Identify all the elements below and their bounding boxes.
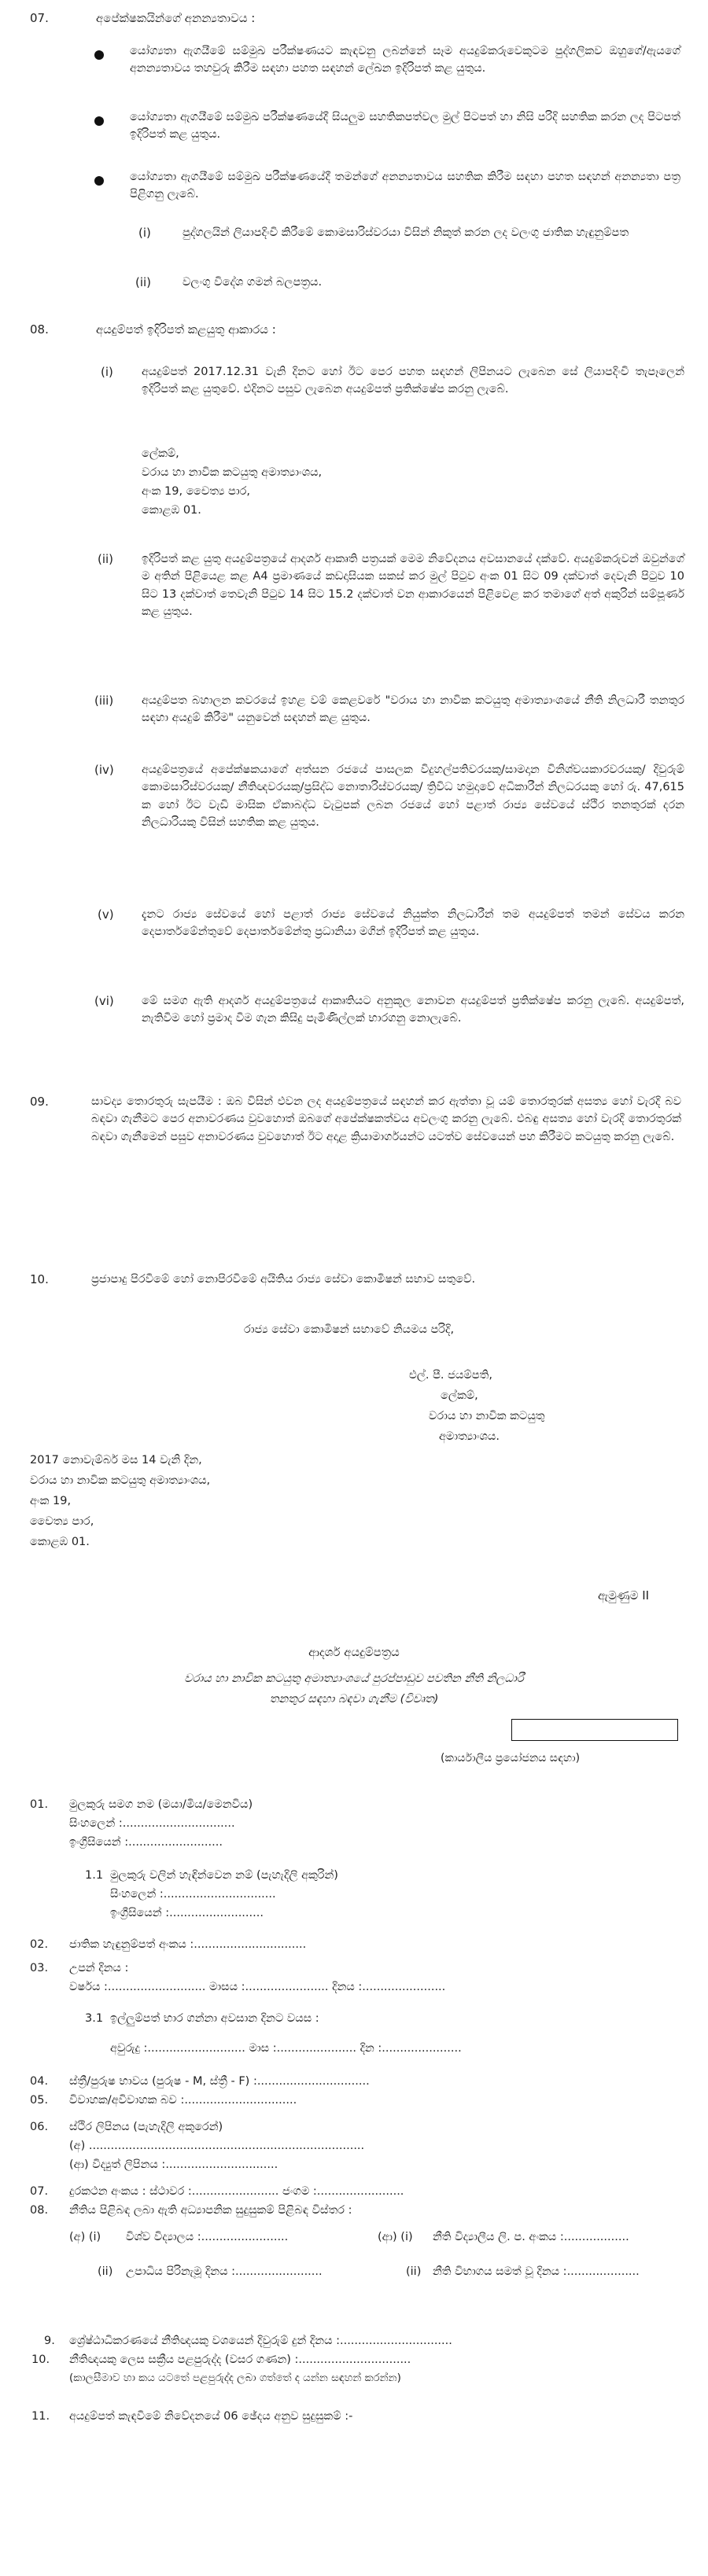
section-07-bullet-3: යෝග්‍යතා ඇගයීමේ සම්මුඛ පරීක්ෂණයේදී තමන්ගේ අනන්‍යතාවය සහතික කිරීම සඳහා පහත සඳහන් අනන්‍යතා පත්‍ර පිළිගනු ලැබේ. (130, 171, 680, 201)
field-06-label: ස්ථිර ලිපිනය (පැහැදිලි අකුරෙන්) (69, 2121, 223, 2133)
field-3-1-age[interactable]: අවුරුදු :........................... මාස :...................... දින :...................... (110, 2042, 462, 2055)
field-01-english[interactable]: ඉංග්‍රීසියෙන් :.......................... (69, 1836, 223, 1849)
section-08-item-i: අයදුම්පත් 2017.12.31 වැනි දිනට හෝ ඊට පෙර පහත සඳහන් ලිපිනයට ලැබෙන සේ ලියාපදිංචි තැපෑලෙන් ඉදිරිපත් කළ යුතුවේ. එදිනට පසුව ලැබෙන අයදුම්පත් ප්‍රතික්ෂේප කරනු ලැබේ. (142, 366, 684, 396)
section-08-item-vi-num: (vi) (94, 994, 114, 1008)
field-06-number: 06. (30, 2121, 49, 2133)
field-01-sinhala[interactable]: සිංහලෙන් :............................... (69, 1817, 235, 1830)
office-use-box[interactable] (511, 1719, 678, 1741)
section-09-number: 09. (30, 1095, 49, 1109)
section-08-number: 08. (30, 322, 49, 337)
field-09-oath-date[interactable]: ශ්‍රේෂ්ඨාධිකරණයේ නීතිඥයකු වශයෙන් දිවුරුම් දුන් දිනය :............................... (69, 2335, 452, 2347)
field-02-nic[interactable]: ජාතික හැඳුනුම්පත් අංකය :............................... (69, 1938, 307, 1951)
field-11-number: 11. (31, 2410, 50, 2423)
field-10-experience[interactable]: නීතිඥයකු ලෙස සක්‍රීය පළපුරුද්ද (වසර ගණන) :............................... (69, 2353, 411, 2366)
field-08-degree-date[interactable]: උපාධිය පිරිනැමූ දිනය :........................ (126, 2265, 323, 2278)
section-08-item-v: දැනට රාජ්‍ය සේවයේ හෝ පළාත් රාජ්‍ය සේවයේ නියුක්ත නිලධාරීන් තම අයදුම්පත් තමන් සේවය කරන දෙපාර්තමේන්තුවේ දෙපාර්තමේන්තු ප්‍රධානියා මගින් ඉදිරිපත් කළ යුතුය. (142, 908, 684, 939)
field-03-label: උපන් දිනය : (69, 1962, 129, 1974)
section-09-text: සාවද්‍ය තොරතුරු සැපයීම : ඔබ විසින් එවන ලද අයදුම්පත්‍රයේ සඳහන් කර ඇත්තා වූ යම් තොරතුරක් අසත්‍ය හෝ වැරදි බව බඳවා ගැනීමට පෙර අනාවරණය වුවහොත් ඔබගේ අපේක්ෂකත්වය අවලංගු කරනු ලැබේ. එබඳු අසත්‍ය හෝ වැරදි තොරතුරක් බඳවා ගැනීමෙන් පසුව අනාවරණය වුවහොත් ඊට අදාළ ක්‍රියාමාර්ගයන්ට යටත්ව සේවයෙන් පහ කිරීමට කටයුතු කරනු ලැබේ. (91, 1095, 681, 1143)
field-3-1-label: ඉල්ලුම්පත් භාර ගන්නා අවසාන දිනට වයස : (110, 2012, 319, 2025)
section-07-bullet-2: යෝග්‍යතා ඇගයීමේ සම්මුඛ පරීක්ෂණයේදී සියලුම සහතිකපත්වල මුල් පිටපත් හා නිසි පරිදි සහතික කරන ලද පිටපත් ඉදිරිපත් කළ යුතුය. (130, 111, 680, 142)
form-subtitle-2: තනතුර සඳහා බඳවා ගැනීම (විවෘත) (269, 1693, 439, 1706)
section-08-item-vi: මේ සමග ඇති ආදර්ශ අයදුම්පත්‍රයේ ආකෘතියට අනුකූල නොවන අයදුම්පත් ප්‍රතික්ෂේප කරනු ලැබේ. අයදුම්පත්, නැතිවීම හෝ ප්‍රමාද වීම ගැන කිසිදු පැමිණිල්ලක් භාරගනු නොලැබේ. (142, 995, 684, 1025)
section-07-number: 07. (30, 11, 49, 25)
field-04-gender[interactable]: ස්ත්‍රී/පුරුෂ භාවය (පුරුෂ - M, ස්ත්‍රී - F) :............................... (69, 2075, 370, 2088)
field-11-qualifications: අයදුම්පත් කැඳවීමේ නිවේදනයේ 06 ඡේදය අනුව සුදුසුකම් :- (69, 2410, 353, 2423)
field-05-civil-status[interactable]: විවාහක/අවිවාහක බව :............................... (69, 2094, 297, 2107)
field-04-number: 04. (30, 2075, 49, 2088)
field-1-1-label: මුලකුරු වලින් හැඳින්වෙන නම් (පැහැදිලි අකුරින්) (110, 1869, 338, 1882)
field-08-a-i-num: (අ) (i) (69, 2231, 101, 2243)
section-08-item-i-num: (i) (101, 365, 113, 379)
section-07-item-i-num: (i) (138, 226, 151, 240)
field-08-a-ii-num: (ii) (98, 2265, 113, 2278)
field-03-dob[interactable]: වර්ෂය :........................... මාසය :....................... දිනය :....................... (69, 1981, 446, 1993)
field-08-law-exam-date[interactable]: නීති විභාගය සමත් වූ දිනය :.................... (433, 2265, 640, 2278)
field-08-university[interactable]: විශ්ව විද්‍යාලය :........................ (126, 2231, 289, 2243)
field-08-number: 08. (30, 2204, 49, 2217)
field-07-phone[interactable]: දුරකථන අංකය : ස්ථාවර :........................ ජංගම :........................ (69, 2185, 404, 2198)
section-10-text: ප්‍රජාපාදු පිරවීමේ හෝ නොපිරවීමේ අයිතිය රාජ්‍ය සේවා කොමිෂන් සභාව සතුවේ. (91, 1273, 476, 1286)
section-10-number: 10. (30, 1272, 49, 1286)
field-06-email[interactable]: (ආ) විද්‍යුත් ලිපිනය :............................... (69, 2158, 278, 2171)
signer-title-1: ලේකම්, (441, 1389, 478, 1402)
section-08-item-iv: අයදුම්පත්‍රයේ අපේක්ෂකයාගේ අත්සන රජයේ පාසලක විදුහල්පතිවරයකු/සාමදාන විනිශ්චයකාරවරයකු/ දිවුරුම් කොමසාරිස්වරයකු/ නීතිඥවරයකු/ප්‍රසිද්ධ නොතාරිස්වරයකු/ ත්‍රිවිධ හමුදාවේ අධිකාරීන් නිලධරයකු හෝ රු. 47,615 ක හෝ ඊට වැඩි මාසික ඒකාබද්ධ වැටුපක් ලබන රජයේ හෝ පළාත් රාජ්‍ය සේවයේ ස්ථිර තනතුරක් දරන නිලධාරියකු විසින් සහතික කළ යුතුය. (142, 764, 684, 830)
office-use-label: (කාර්යාලීය ප්‍රයෝජනය සඳහා) (441, 1752, 581, 1765)
form-subtitle-1: වරාය හා නාවික කටයුතු අමාත්‍යාංශයේ පුරප්පාඩුව පවතින නීති නිලධාරී (184, 1673, 524, 1685)
address-line-1: ලේකම්, (142, 447, 179, 460)
bullet-2 (94, 116, 104, 126)
section-08-item-iv-num: (iv) (94, 763, 114, 777)
field-3-1-number: 3.1 (85, 2012, 104, 2025)
section-08-item-ii: ඉදිරිපත් කළ යුතු අයදුම්පත්‍රයේ ආදර්ශ ආකෘති පත්‍රයක් මෙම නිවේදනය අවසානයේ දක්වේ. අයදුම්කරුවන් ඔවුන්ගේ ම අතින් පිළියෙළ කළ A4 ප්‍රමාණයේ කඩදාසියක සකස් කර මුල් පිටුව අංක 01 සිට 09 දක්වාත් දෙවැනි පිටුව 10 සිට 13 දක්වාත් තෙවැනි පිටුව 14 සිට 15.2 දක්වාත් වන ආකාරයෙන් පිළිවෙළ කර තමාගේ අත් අකුරින් සම්පූර්ණ කළ යුතුය. (142, 553, 684, 619)
bullet-3 (94, 176, 104, 186)
date-line-4: චෛත්‍ය පාර, (30, 1515, 94, 1528)
field-08-law-college-no[interactable]: නීති විද්‍යාලීය ලි. ප. අංකය :.................. (433, 2231, 629, 2243)
field-06-address[interactable]: (අ) ............................................................................ (69, 2140, 365, 2152)
section-07-item-i: පුද්ගලයින් ලියාපදිංචි කිරීමේ කොමසාරිස්වරයා විසින් නිකුත් කරන ලද වලංගු ජාතික හැඳුනුම්පත (183, 226, 629, 239)
field-01-number: 01. (30, 1798, 49, 1811)
field-1-1-number: 1.1 (85, 1869, 104, 1882)
field-08-label: නීතිය පිළිබඳ ලබා ඇති අධ්‍යාපනික සුදුසුකම් පිළිබඳ විස්තර : (69, 2204, 352, 2217)
section-08-item-ii-num: (ii) (98, 552, 114, 566)
section-07-item-ii: වලංගු විදේශ ගමන් බලපත්‍රය. (183, 276, 323, 289)
section-08-title: අයදුම්පත් ඉදිරිපත් කළයුතු ආකාරය : (96, 322, 276, 337)
field-10-number: 10. (31, 2353, 50, 2366)
field-07-number: 07. (30, 2185, 49, 2198)
signer-title-2: වරාය හා නාවික කටයුතු (429, 1410, 545, 1422)
section-07-title: අපේක්ෂකයින්ගේ අනන්‍යතාවය : (96, 11, 256, 25)
field-03-number: 03. (30, 1962, 49, 1974)
field-09-number: 9. (44, 2335, 55, 2347)
section-08-item-iii-num: (iii) (94, 694, 114, 708)
date-line-2: වරාය හා නාවික කටයුතු අමාත්‍යාංශය, (30, 1474, 211, 1487)
field-1-1-english[interactable]: ඉංග්‍රීසියෙන් :.......................... (110, 1907, 264, 1919)
section-07-item-ii-num: (ii) (135, 275, 152, 289)
commission-order: රාජ්‍ය සේවා කොමිෂන් සභාවේ නියමය පරිදි, (244, 1323, 455, 1336)
field-01-label: මුලකුරු සමග නම (මයා/මිය/මෙනවිය) (69, 1798, 253, 1811)
date-line-5: කොළඹ 01. (30, 1536, 90, 1548)
date-line-3: අංක 19, (30, 1495, 72, 1507)
field-05-number: 05. (30, 2094, 49, 2107)
date-line-1: 2017 නොවැම්බර් මස 14 වැනි දින, (30, 1454, 202, 1466)
annex-label: ඇමුණුම II (598, 1588, 650, 1603)
form-title: ආදර්ශ අයදුම්පත්‍රය (308, 1645, 400, 1659)
field-08-b-ii-num: (ii) (406, 2265, 422, 2278)
address-line-4: කොළඹ 01. (142, 504, 201, 517)
section-08-item-iii: අයදුම්පත බහාලන කවරයේ ඉහළ වම් කෙළවරේ "වරාය හා නාවික කටයුතු අමාත්‍යාංශයේ නීති නිලධාරී තනතුර සඳහා අයදුම් කිරීම" යනුවෙන් සඳහන් කළ යුතුය. (142, 694, 684, 725)
signer-title-3: අමාත්‍යාංශය. (439, 1430, 500, 1443)
address-line-3: අංක 19, චෛත්‍ය පාර, (142, 485, 250, 498)
field-02-number: 02. (30, 1938, 49, 1951)
section-08-item-v-num: (v) (98, 907, 114, 922)
bullet-1 (94, 50, 104, 60)
field-1-1-sinhala[interactable]: සිංහලෙන් :............................... (110, 1888, 276, 1901)
signer-name: එල්. පී. ජයම්පති, (409, 1369, 492, 1382)
field-08-b-i-num: (ආ) (i) (378, 2231, 413, 2243)
address-line-2: වරාය හා නාවික කටයුතු අමාත්‍යාංශය, (142, 466, 323, 479)
section-07-bullet-1: යෝග්‍යතා ඇගයීමේ සම්මුඛ පරීක්ෂණයට කැඳවනු ලබන්නේ සෑම අයදුම්කරුවෙකුටම පුද්ගලිකව ඔහුගේ/ඇයගේ අනන්‍යතාවය තහවුරු කිරීම සඳහා පහත සඳහන් ලේඛන ඉදිරිපත් කළ යුතුය. (130, 45, 680, 75)
field-10-note: (කාලසීමාව හා කය යටතේ පළපුරුද්ද ලබා ගත්තේ ද යන්න සඳහන් කරන්න) (69, 2372, 401, 2384)
